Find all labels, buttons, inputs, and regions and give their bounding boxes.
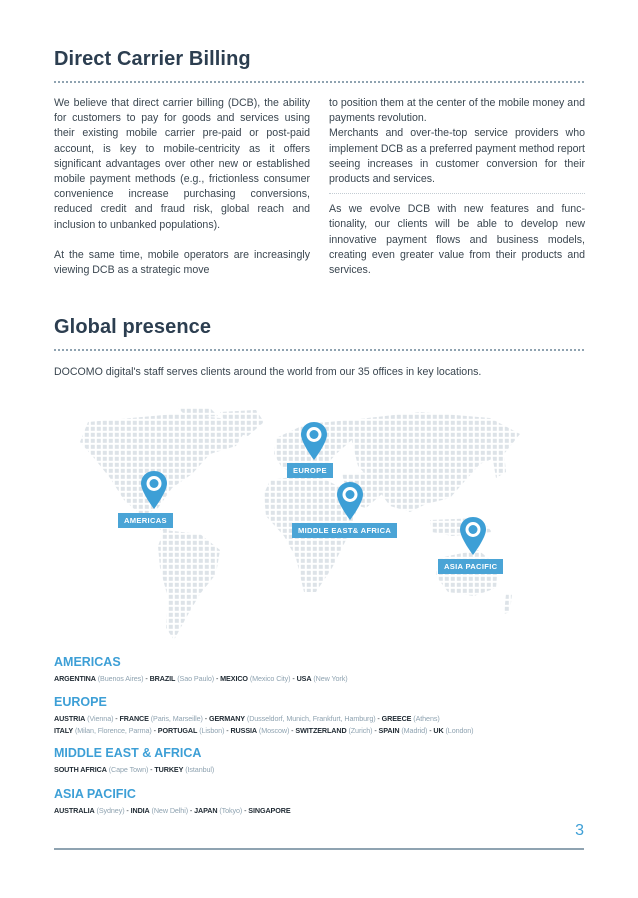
region-middle-east-africa	[54, 746, 214, 776]
office-city: (Istanbul)	[183, 765, 215, 774]
office-city: (Milan, Florence, Parma)	[73, 726, 152, 735]
separator: -	[242, 806, 249, 815]
separator: -	[224, 726, 231, 735]
map-label-americas: AMERICAS	[118, 513, 173, 528]
billing-paragraph: As we evolve DCB with new features and func-tionality, our clients will be able to develop new innovative payment flows and business models, creating even greater value from their products and services.	[329, 203, 585, 277]
office-city: (Zurich)	[346, 726, 373, 735]
map-label-apac: ASIA PACIFIC	[438, 559, 503, 574]
office-country: INDIA	[130, 806, 150, 815]
office-country: SPAIN	[378, 726, 400, 735]
region-heading: EUROPE	[54, 695, 107, 709]
region-heading: ASIA PACIFIC	[54, 787, 136, 801]
office-city: (New Delhi)	[149, 806, 188, 815]
office-city: (New York)	[311, 674, 348, 683]
office-country: RUSSIA	[230, 726, 258, 735]
billing-right-column	[329, 96, 585, 278]
office-city: (Cape Town)	[106, 765, 149, 774]
region-heading: AMERICAS	[54, 655, 121, 669]
separator: -	[188, 806, 195, 815]
section-title-billing: Direct Carrier Billing	[54, 48, 251, 70]
separator: -	[113, 714, 120, 723]
page-number: 3	[575, 822, 584, 839]
office-country: USA	[296, 674, 312, 683]
office-country: UK	[433, 726, 444, 735]
section-divider	[54, 81, 584, 83]
office-city: (Buenos Aires)	[95, 674, 144, 683]
separator: -	[124, 806, 131, 815]
office-country: ARGENTINA	[54, 674, 96, 683]
office-list-line	[54, 713, 473, 725]
region-asia-pacific	[54, 787, 291, 817]
office-country: AUSTRALIA	[54, 806, 95, 815]
office-city: (Sao Paulo)	[175, 674, 215, 683]
map-pin-icon	[140, 470, 168, 510]
office-city: (Paris, Marseille)	[148, 714, 203, 723]
billing-paragraph: At the same time, mobile operators are increasingly viewing DCB as a strategic move	[54, 248, 310, 277]
office-country: ITALY	[54, 726, 74, 735]
map-pin-icon	[336, 481, 364, 521]
billing-left-column	[54, 96, 310, 278]
paragraph-divider	[329, 193, 585, 194]
office-country: MEXICO	[220, 674, 248, 683]
section-title-presence: Global presence	[54, 316, 212, 338]
office-city: (Lisbon)	[197, 726, 225, 735]
office-country: AUSTRIA	[54, 714, 86, 723]
section-divider	[54, 349, 584, 351]
map-pin-icon	[300, 421, 328, 461]
separator: -	[202, 714, 209, 723]
office-city: (Mexico City)	[247, 674, 291, 683]
separator: -	[214, 674, 221, 683]
office-city: (Vienna)	[85, 714, 114, 723]
office-list-line	[54, 673, 348, 685]
office-country: BRAZIL	[149, 674, 176, 683]
office-city: (London)	[443, 726, 474, 735]
billing-paragraph: to position them at the center of the mobile money and payments revolution.	[329, 97, 585, 125]
office-list-line	[54, 764, 214, 776]
office-city: (Madrid)	[399, 726, 428, 735]
footer-rule	[54, 848, 584, 850]
separator: -	[143, 674, 150, 683]
presence-intro: DOCOMO digital's staff serves clients around the world from our 35 offices in key locations.	[54, 366, 482, 378]
map-pin-icon	[459, 516, 487, 556]
office-country: JAPAN	[194, 806, 218, 815]
map-label-mea: MIDDLE EAST& AFRICA	[292, 523, 397, 538]
billing-paragraph: Merchants and over-the-top service providers who implement DCB as a preferred payment method report seeing increases in customer conversion for their products and services.	[329, 127, 585, 186]
separator: -	[289, 726, 296, 735]
office-list-line	[54, 725, 473, 737]
office-city: (Dusseldorf, Munich, Frankfurt, Hamburg)	[245, 714, 376, 723]
office-country: GREECE	[381, 714, 412, 723]
billing-paragraph: We believe that direct carrier billing (DCB), the ability for customers to pay for goods and services using their existing mobile carrier pre-paid or post-paid account, is key to mobile-centricity as it offers significant advantages over other new or established mobile payment methods (e.g., frictionless consumer convenience increase purchasing conversions, reduced credit and fraud risk, global reach and inclusion to unbanked populations).	[54, 97, 310, 231]
separator: -	[151, 726, 158, 735]
region-heading: MIDDLE EAST & AFRICA	[54, 746, 202, 760]
office-country: SINGAPORE	[248, 806, 291, 815]
office-country: TURKEY	[154, 765, 184, 774]
office-city: (Moscow)	[257, 726, 290, 735]
office-city: (Tokyo)	[217, 806, 243, 815]
office-country: PORTUGAL	[157, 726, 198, 735]
office-country: SOUTH AFRICA	[54, 765, 107, 774]
office-country: FRANCE	[119, 714, 149, 723]
separator: -	[372, 726, 379, 735]
separator: -	[148, 765, 155, 774]
office-city: (Sydney)	[94, 806, 125, 815]
office-country: SWITZERLAND	[295, 726, 347, 735]
region-americas	[54, 655, 348, 685]
office-country: GERMANY	[208, 714, 245, 723]
separator: -	[427, 726, 434, 735]
separator: -	[375, 714, 382, 723]
separator: -	[290, 674, 297, 683]
office-list-line	[54, 805, 291, 817]
office-city: (Athens)	[411, 714, 440, 723]
map-label-europe: EUROPE	[287, 463, 333, 478]
region-europe	[54, 695, 473, 737]
